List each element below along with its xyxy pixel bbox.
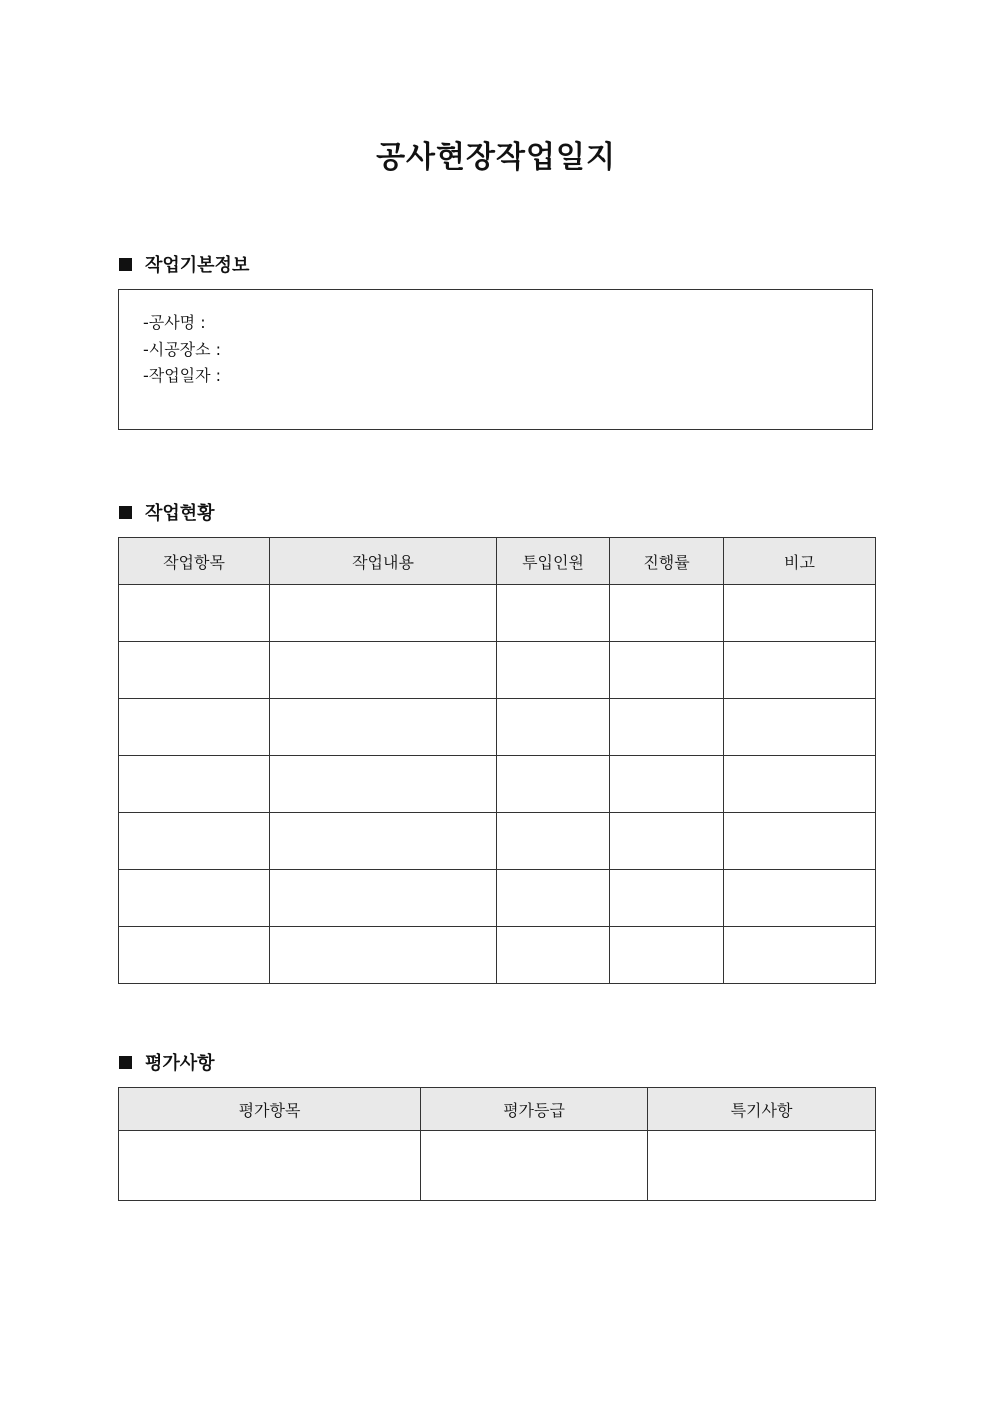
table-cell[interactable] bbox=[724, 642, 876, 699]
basic-info-heading bbox=[119, 252, 249, 276]
table-cell[interactable] bbox=[270, 870, 497, 927]
table-cell[interactable] bbox=[119, 642, 270, 699]
table-cell[interactable] bbox=[119, 813, 270, 870]
table-row bbox=[119, 813, 876, 870]
table-cell[interactable] bbox=[724, 927, 876, 984]
table-cell[interactable] bbox=[270, 756, 497, 813]
basic-info-box bbox=[118, 289, 873, 430]
table-cell[interactable] bbox=[270, 699, 497, 756]
table-cell[interactable] bbox=[119, 585, 270, 642]
table-cell[interactable] bbox=[610, 927, 724, 984]
work-status-heading-label: 작업현황 bbox=[145, 503, 215, 524]
column-header-eval-grade: 평가등급 bbox=[421, 1088, 648, 1131]
table-cell[interactable] bbox=[724, 699, 876, 756]
column-header-remarks: 비고 bbox=[724, 538, 876, 585]
table-row bbox=[119, 699, 876, 756]
column-header-progress: 진행률 bbox=[610, 538, 724, 585]
column-header-personnel: 투입인원 bbox=[497, 538, 610, 585]
table-row bbox=[119, 756, 876, 813]
table-cell[interactable] bbox=[119, 756, 270, 813]
table-cell[interactable] bbox=[270, 813, 497, 870]
table-cell[interactable] bbox=[270, 642, 497, 699]
table-cell[interactable] bbox=[724, 585, 876, 642]
evaluation-heading-label: 평가사항 bbox=[145, 1053, 215, 1074]
work-status-table bbox=[118, 537, 876, 984]
table-cell[interactable] bbox=[119, 870, 270, 927]
table-cell[interactable] bbox=[724, 813, 876, 870]
table-cell[interactable] bbox=[270, 585, 497, 642]
table-row bbox=[119, 642, 876, 699]
table-row bbox=[119, 870, 876, 927]
table-cell[interactable] bbox=[497, 870, 610, 927]
table-cell[interactable] bbox=[610, 642, 724, 699]
construction-site-field[interactable]: -시공장소 : bbox=[143, 339, 222, 359]
square-bullet-icon bbox=[119, 1056, 132, 1069]
table-cell[interactable] bbox=[421, 1131, 648, 1201]
table-cell[interactable] bbox=[119, 699, 270, 756]
column-header-eval-item: 평가항목 bbox=[119, 1088, 421, 1131]
project-name-field[interactable]: -공사명 : bbox=[143, 313, 206, 332]
column-header-work-content: 작업내용 bbox=[270, 538, 497, 585]
column-header-work-item: 작업항목 bbox=[119, 538, 270, 585]
column-header-special-notes: 특기사항 bbox=[648, 1088, 876, 1131]
table-cell[interactable] bbox=[497, 699, 610, 756]
table-cell[interactable] bbox=[497, 642, 610, 699]
table-cell[interactable] bbox=[270, 927, 497, 984]
document-title: 공사현장작업일지 bbox=[376, 140, 616, 175]
table-cell[interactable] bbox=[724, 756, 876, 813]
table-row bbox=[119, 927, 876, 984]
table-cell[interactable] bbox=[648, 1131, 876, 1201]
table-cell[interactable] bbox=[724, 870, 876, 927]
table-header-row bbox=[119, 538, 876, 585]
table-row bbox=[119, 585, 876, 642]
basic-info-heading-label: 작업기본정보 bbox=[145, 255, 250, 276]
table-cell[interactable] bbox=[497, 756, 610, 813]
work-status-heading bbox=[119, 500, 215, 524]
square-bullet-icon bbox=[119, 258, 132, 271]
table-cell[interactable] bbox=[610, 756, 724, 813]
table-cell[interactable] bbox=[610, 585, 724, 642]
table-cell[interactable] bbox=[610, 699, 724, 756]
table-cell[interactable] bbox=[497, 585, 610, 642]
table-row bbox=[119, 1131, 876, 1201]
evaluation-table bbox=[118, 1087, 876, 1201]
evaluation-heading bbox=[119, 1050, 215, 1074]
work-date-field[interactable]: -작업일자 : bbox=[143, 366, 222, 385]
table-cell[interactable] bbox=[119, 1131, 421, 1201]
table-header-row bbox=[119, 1088, 876, 1131]
square-bullet-icon bbox=[119, 506, 132, 519]
table-cell[interactable] bbox=[497, 813, 610, 870]
table-cell[interactable] bbox=[610, 870, 724, 927]
table-cell[interactable] bbox=[610, 813, 724, 870]
table-cell[interactable] bbox=[119, 927, 270, 984]
table-cell[interactable] bbox=[497, 927, 610, 984]
